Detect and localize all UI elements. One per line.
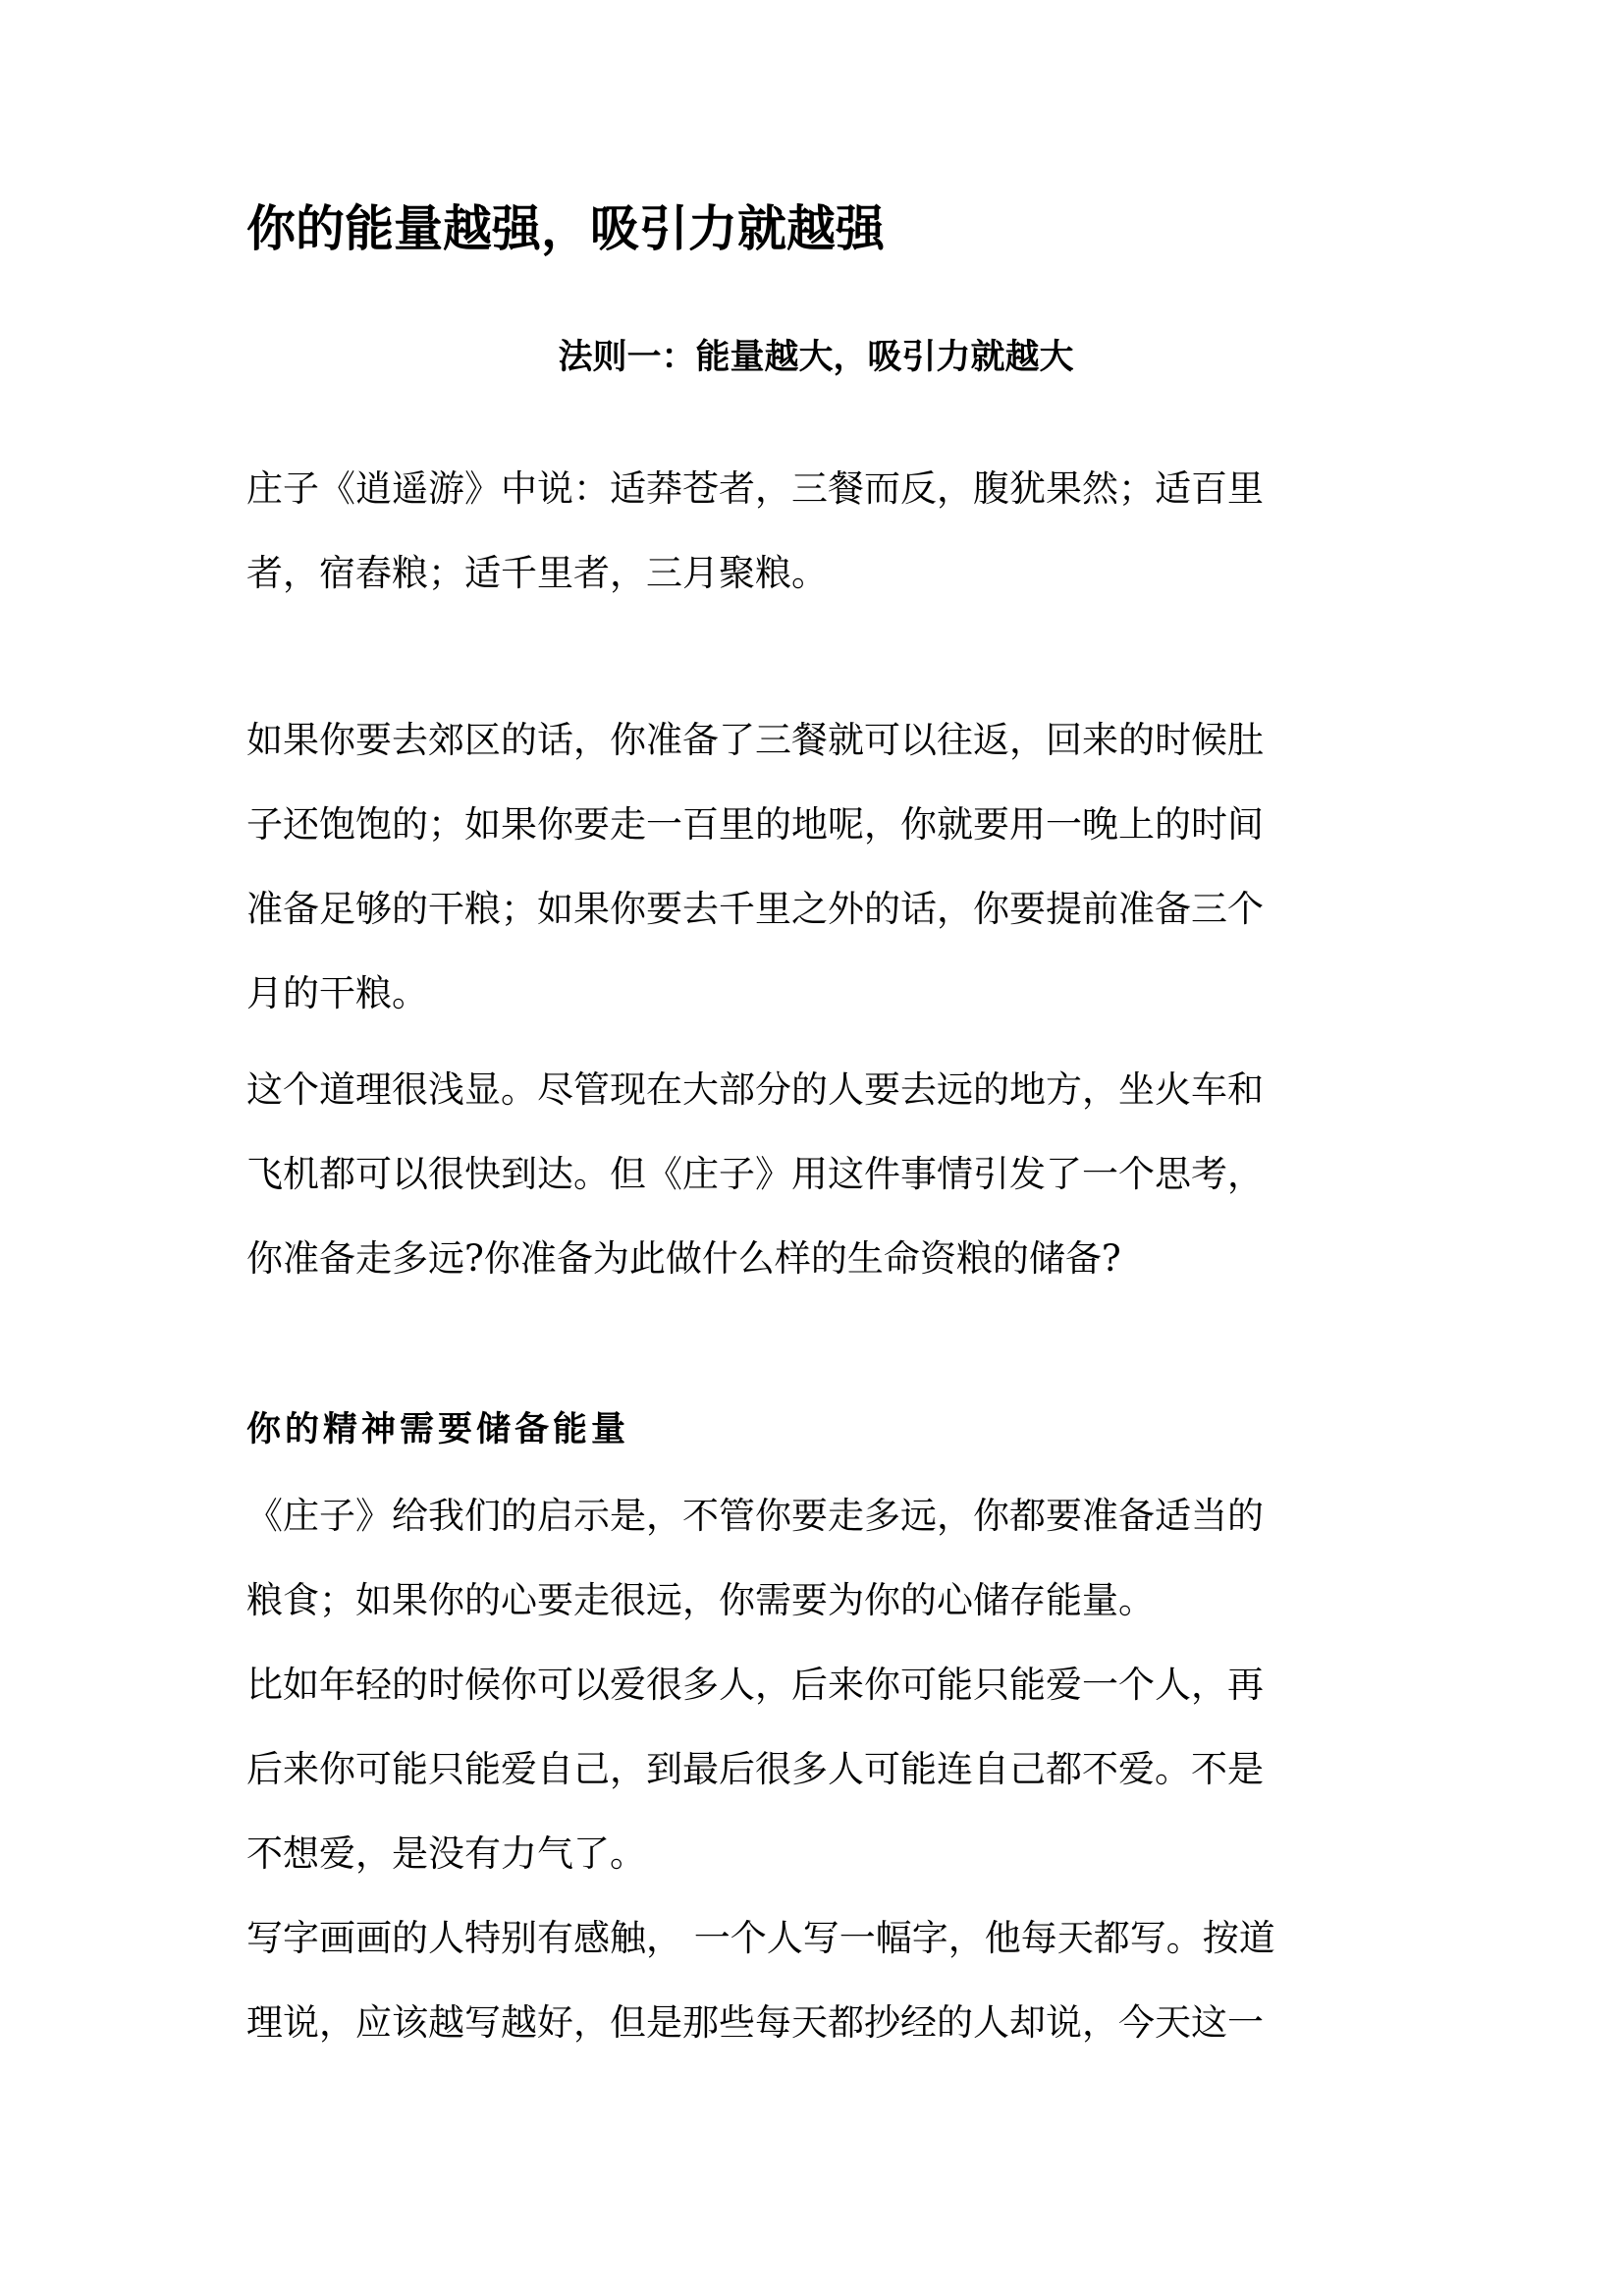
paragraph-6-line-1: 写字画画的人特别有感触， 一个人写一幅字，他每天都写。按道 [246,1917,1275,1959]
paragraph-4-line-2: 粮食；如果你的心要走很远，你需要为你的心储存能量。 [246,1579,1155,1621]
paragraph-1-line-2: 者，宿舂粮；适千里者，三月聚粮。 [246,552,828,594]
paragraph-4-line-1: 《庄子》给我们的启示是，不管你要走多远，你都要准备适当的 [246,1495,1264,1537]
paragraph-3-line-2: 飞机都可以很快到达。但《庄子》用这件事情引发了一个思考， [246,1153,1264,1195]
paragraph-2-line-4: 月的干粮。 [246,972,428,1014]
paragraph-2-line-2: 子还饱饱的；如果你要走一百里的地呢，你就要用一晚上的时间 [246,803,1264,846]
paragraph-1-line-1: 庄子《逍遥游》中说：适莽苍者，三餐而反，腹犹果然；适百里 [246,467,1264,510]
document-title: 你的能量越强，吸引力就越强 [246,200,885,257]
section-heading: 你的精神需要储备能量 [246,1410,630,1449]
paragraph-3-line-1: 这个道理很浅显。尽管现在大部分的人要去远的地方，坐火车和 [246,1068,1264,1111]
paragraph-6-line-2: 理说，应该越写越好，但是那些每天都抄经的人却说，今天这一 [246,2001,1264,2044]
paragraph-5-line-2: 后来你可能只能爱自己，到最后很多人可能连自己都不爱。不是 [246,1748,1264,1790]
paragraph-3-line-3: 你准备走多远?你准备为此做什么样的生命资粮的储备? [246,1237,1121,1280]
document-subtitle: 法则一：能量越大，吸引力就越大 [558,338,1074,377]
paragraph-2-line-3: 准备足够的干粮；如果你要去千里之外的话，你要提前准备三个 [246,888,1264,930]
paragraph-5-line-3: 不想爱，是没有力气了。 [246,1832,646,1875]
paragraph-2-line-1: 如果你要去郊区的话，你准备了三餐就可以往返，回来的时候肚 [246,719,1264,761]
paragraph-5-line-1: 比如年轻的时候你可以爱很多人，后来你可能只能爱一个人，再 [246,1664,1264,1706]
